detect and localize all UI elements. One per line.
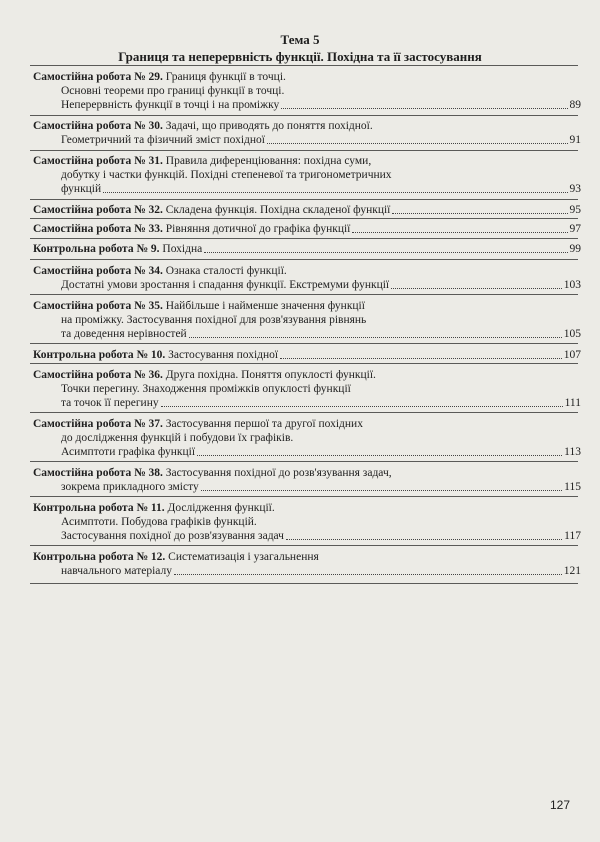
toc-entry[interactable] (33, 348, 581, 362)
toc-page-number: 99 (569, 243, 581, 255)
toc-entry-title: Застосування похідної (168, 349, 279, 361)
work-type: Самостійна робота (33, 120, 132, 132)
work-number: № 35. (134, 300, 163, 312)
toc-entry-line (33, 84, 581, 98)
dot-leader (391, 288, 562, 289)
divider-rule (30, 461, 578, 462)
work-number: № 33. (134, 223, 163, 235)
toc-entry-text: та доведення нерівностей (61, 328, 187, 340)
toc-entry-text (33, 265, 287, 277)
work-type: Самостійна робота (33, 265, 132, 277)
divider-rule (30, 363, 578, 364)
toc-page-number: 97 (569, 223, 581, 235)
toc-entry-title: Складена функція. Похідна складеної функції (165, 204, 391, 216)
toc-entry-line (33, 70, 581, 84)
toc-entry-text: Основні теореми про границі функції в точці. (61, 85, 285, 97)
toc-entry-line (33, 98, 581, 112)
dot-leader (161, 406, 563, 407)
toc-entry-line (33, 445, 581, 459)
toc-entry-text: та точок її перегину (61, 397, 159, 409)
divider-rule (30, 412, 578, 413)
toc-entry-text (33, 502, 275, 514)
toc-entry-line (33, 501, 581, 515)
toc-entry-title: Правила диференціювання: похідна суми, (165, 155, 372, 167)
toc-entry-line (33, 154, 581, 168)
dot-leader (392, 213, 567, 214)
toc-entry-text (33, 242, 202, 256)
work-number: № 38. (134, 467, 163, 479)
work-number: № 29. (134, 71, 163, 83)
toc-page-number: 113 (564, 446, 581, 458)
toc-entry-line (33, 564, 581, 578)
toc-entry-title: Задачі, що приводять до поняття похідної. (165, 120, 373, 132)
divider-rule (30, 199, 578, 200)
toc-entry-line (33, 278, 581, 292)
toc-entry-text: функцій (61, 183, 102, 195)
dot-leader (103, 192, 567, 193)
divider-rule (30, 115, 578, 116)
divider-rule (30, 583, 578, 584)
work-type: Самостійна робота (33, 155, 132, 167)
toc-entry[interactable] (33, 203, 581, 217)
page-number: 127 (549, 798, 570, 812)
toc-entry-text: добутку і частки функцій. Похідні степеневої та тригонометричних (61, 169, 392, 181)
work-type: Самостійна робота (33, 369, 132, 381)
toc-entry-line (33, 550, 581, 564)
toc-entry-text: Точки перегину. Знаходження проміжків опуклості функції (61, 383, 351, 395)
toc-entry-text: зокрема прикладного змісту (61, 481, 199, 493)
dot-leader (352, 232, 567, 233)
toc-entry-line (33, 182, 581, 196)
divider-rule (30, 65, 578, 66)
toc-entry-text (33, 551, 319, 563)
dot-leader (174, 574, 562, 575)
toc-entry-line (33, 396, 581, 410)
work-type: Самостійна робота (33, 204, 132, 216)
toc-page-number: 107 (563, 349, 581, 361)
theme-title: Границя та неперервність функції. Похідна та її застосування (118, 49, 482, 64)
toc-page-number: 91 (569, 134, 581, 146)
toc-entry-line (33, 417, 581, 431)
toc-entry-line (33, 313, 581, 327)
toc-entry[interactable] (33, 119, 581, 147)
toc-entry-line (33, 203, 581, 217)
toc-entry-title: Застосування похідної до розв'язування задач, (165, 467, 392, 479)
toc-page-number: 111 (564, 397, 581, 409)
work-type: Самостійна робота (33, 71, 132, 83)
toc-entry-line (33, 119, 581, 133)
toc-entry-text (33, 418, 363, 430)
work-number: № 37. (134, 418, 163, 430)
toc-page-number: 121 (563, 565, 581, 577)
toc-entry-text (33, 155, 371, 167)
toc-entry[interactable] (33, 299, 581, 341)
toc-entry[interactable] (33, 242, 581, 256)
work-type: Самостійна робота (33, 223, 132, 235)
toc-entry-line (33, 480, 581, 494)
toc-entry-line (33, 327, 581, 341)
toc-entry-line (33, 466, 581, 480)
toc-entry-text (33, 300, 365, 312)
toc-entry[interactable] (33, 154, 581, 196)
work-type: Самостійна робота (33, 467, 132, 479)
toc-page-number: 89 (569, 99, 581, 111)
work-number: № 9. (136, 243, 160, 255)
toc-entry-title: Границя функції в точці. (165, 71, 286, 83)
work-type: Самостійна робота (33, 300, 132, 312)
divider-rule (30, 150, 578, 151)
toc-entry[interactable] (33, 222, 581, 236)
toc-entry-text (33, 369, 376, 381)
toc-entry[interactable] (33, 417, 581, 459)
toc-entry-line (33, 133, 581, 147)
work-number: № 11. (136, 502, 165, 514)
work-number: № 12. (136, 551, 166, 563)
toc-page-number: 93 (569, 183, 581, 195)
divider-rule (30, 545, 578, 546)
toc-entry-text (33, 120, 373, 132)
toc-entry-title: Найбільше і найменше значення функції (165, 300, 365, 312)
toc-entry-title: Друга похідна. Поняття опуклості функції. (165, 369, 376, 381)
work-type: Контрольна робота (33, 502, 134, 514)
toc-entry-line (33, 348, 581, 362)
dot-leader (189, 337, 562, 338)
theme-label: Тема 5 (280, 32, 320, 47)
toc-page-number: 103 (563, 279, 581, 291)
toc-entry[interactable] (33, 550, 581, 578)
toc-entry-text (33, 467, 392, 479)
toc-entry-line (33, 529, 581, 543)
toc-entry[interactable] (33, 368, 581, 410)
toc-entry-title: Дослідження функції. (167, 502, 275, 514)
work-type: Контрольна робота (33, 349, 134, 361)
work-number: № 30. (134, 120, 163, 132)
toc-entry-text (33, 222, 350, 236)
divider-rule (30, 218, 578, 219)
toc-entry-text: Асимптоти. Побудова графіків функцій. (61, 516, 257, 528)
toc-entry-line (33, 168, 581, 182)
toc-entry-text (33, 348, 278, 362)
toc-entry-line (33, 431, 581, 445)
toc-entry-text: Неперервність функції в точці і на проміжку (61, 99, 280, 111)
dot-leader (280, 358, 562, 359)
toc-page-number: 117 (564, 530, 581, 542)
toc-entry[interactable] (33, 70, 581, 112)
toc-entry-line (33, 299, 581, 313)
divider-rule (30, 294, 578, 295)
divider-rule (30, 343, 578, 344)
toc-entry-text: Достатні умови зростання і спадання функції. Екстремуми функції (61, 279, 390, 291)
dot-leader (281, 108, 567, 109)
dot-leader (267, 143, 568, 144)
toc-page-number: 95 (569, 204, 581, 216)
work-type: Контрольна робота (33, 243, 134, 255)
toc-entry[interactable] (33, 501, 581, 543)
toc-entry-text (33, 71, 286, 83)
toc-entry-text: навчального матеріалу (61, 565, 172, 577)
divider-rule (30, 496, 578, 497)
divider-rule (30, 238, 578, 239)
toc-entry[interactable] (33, 466, 581, 494)
work-number: № 34. (134, 265, 163, 277)
toc-page-number: 115 (564, 481, 581, 493)
toc-entry-text: Асимптоти графіка функції (61, 446, 196, 458)
toc-entry-title: Рівняння дотичної до графіка функції (165, 223, 351, 235)
work-number: № 36. (134, 369, 163, 381)
toc-entry-line (33, 515, 581, 529)
toc-entry-line (33, 368, 581, 382)
work-number: № 32. (134, 204, 163, 216)
toc-entry-title: Похідна (162, 243, 203, 255)
toc-entry-text: Геометричний та фізичний зміст похідної (61, 134, 265, 146)
toc-entry-title: Застосування першої та другої похідних (165, 418, 363, 430)
work-number: № 10. (136, 349, 166, 361)
toc-entry[interactable] (33, 264, 581, 292)
toc-entry-title: Систематизація і узагальнення (168, 551, 319, 563)
divider-rule (30, 259, 578, 260)
toc-entry-line (33, 222, 581, 236)
toc-entry-line (33, 264, 581, 278)
toc-entry-text: на проміжку. Застосування похідної для розв'язування рівнянь (61, 314, 367, 326)
dot-leader (197, 455, 562, 456)
toc-entry-text (33, 203, 390, 217)
dot-leader (204, 252, 567, 253)
work-number: № 31. (134, 155, 163, 167)
toc-page-number: 105 (563, 328, 581, 340)
work-type: Самостійна робота (33, 418, 132, 430)
toc-entry-line (33, 242, 581, 256)
toc-entry-text: Застосування похідної до розв'язування задач (61, 530, 284, 542)
toc-entry-title: Ознака сталості функції. (165, 265, 287, 277)
dot-leader (286, 539, 562, 540)
work-type: Контрольна робота (33, 551, 134, 563)
dot-leader (201, 490, 562, 491)
toc-entry-line (33, 382, 581, 396)
toc-entry-text: до дослідження функцій і побудови їх графіків. (61, 432, 294, 444)
